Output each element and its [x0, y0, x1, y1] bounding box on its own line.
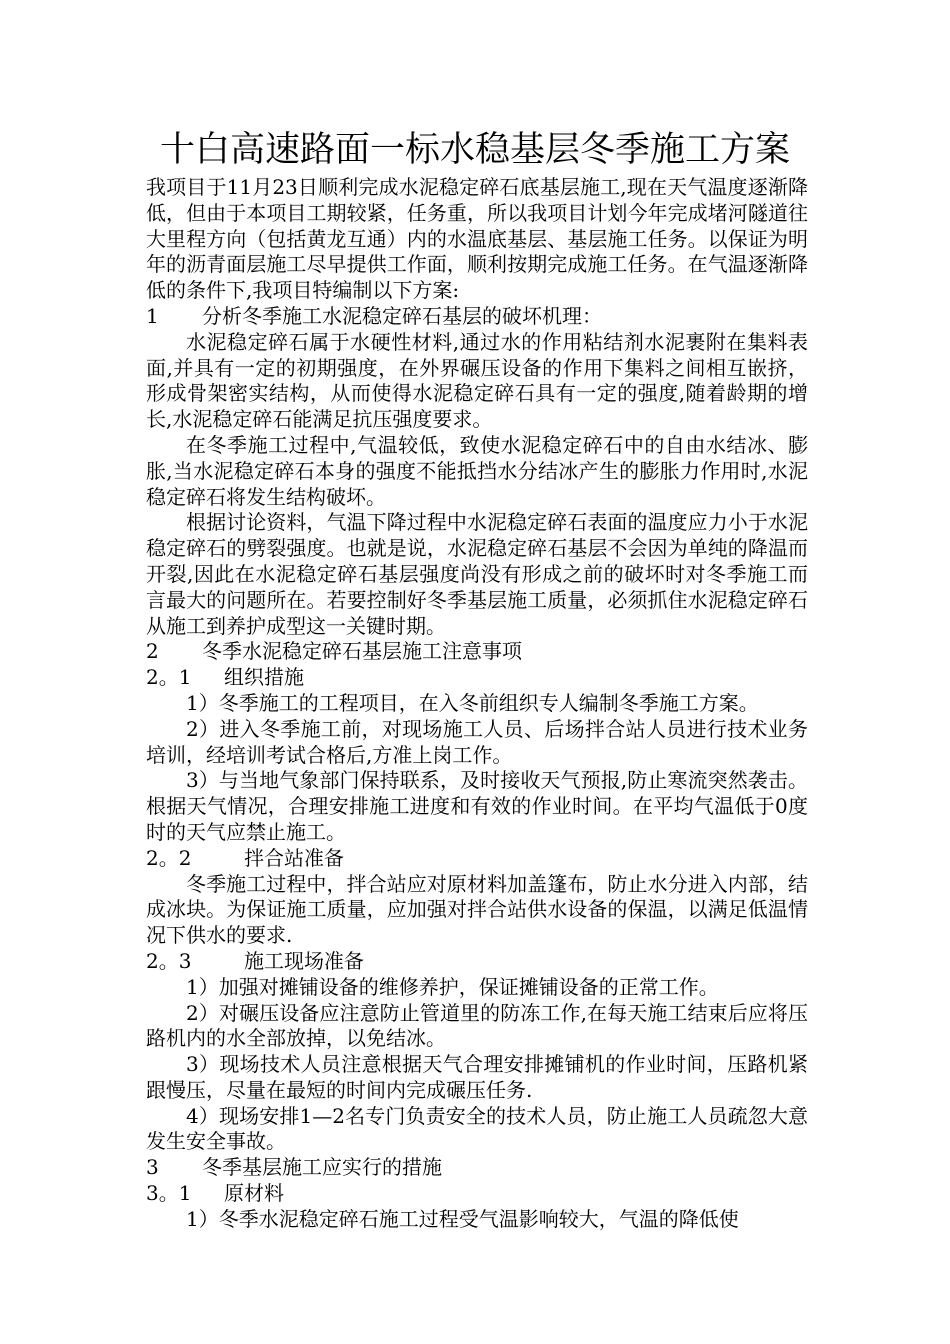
subsection-3-1-heading: [146, 1181, 808, 1207]
list-item: 1）加强对摊铺设备的维修养护，保证摊铺设备的正常工作。: [186, 974, 719, 999]
list-item: 2）对碾压设备应注意防止管道里的防冻工作,在每天施工结束后应将压路机内的水全部放掉，以免结冰。: [146, 1000, 808, 1051]
list-item: 1）冬季水泥稳定碎石施工过程受气温影响较大，气温的降低使: [186, 1206, 739, 1231]
document-body: [146, 175, 808, 1233]
section-1-heading: [146, 304, 808, 330]
section-1-paragraph-1: 水泥稳定碎石属于水硬性材料,通过水的作用粘结剂水泥裹附在集料表面,并具有一定的初期强度，在外界碾压设备的作用下集料之间相互嵌挤，形成骨架密实结构，从而使得水泥稳定碎石具有一定的强度,随着龄期的增长,水泥稳定碎石能满足抗压强度要求。: [146, 329, 808, 432]
list-item: 3）与当地气象部门保持联系，及时接收天气预报,防止寒流突然袭击。根据天气情况，合理安排施工进度和有效的作业时间。在平均气温低于0度时的天气应禁止施工。: [146, 768, 808, 844]
subsection-number: 3。1: [146, 1181, 192, 1206]
section-number: 3: [146, 1155, 159, 1180]
subsection-number: 2。3: [146, 948, 192, 973]
list-item: 2）进入冬季施工前，对现场施工人员、后场拌合站人员进行技术业务培训，经培训考试合格后,方准上岗工作。: [146, 716, 808, 767]
list-item: 4）现场安排1—2名专门负责安全的技术人员，防止施工人员疏忽大意发生安全事故。: [146, 1103, 808, 1154]
section-3-heading: [146, 1155, 808, 1181]
subsection-2-2-heading: [146, 846, 808, 872]
intro-paragraph: 我项目于11月23日顺利完成水泥稳定碎石底基层施工,现在天气温度逐渐降低，但由于本项目工期较紧，任务重，所以我项目计划今年完成堵河隧道往大里程方向（包括黄龙互通）内的水温底基层、基层施工任务。以保证为明年的沥青面层施工尽早提供工作面，顺利按期完成施工任务。在气温逐渐降低的条件下,我项目特编制以下方案:: [146, 175, 808, 303]
section-heading-text: 分析冬季施工水泥稳定碎石基层的破坏机理：: [202, 303, 602, 328]
list-item: 1）冬季施工的工程项目，在入冬前组织专人编制冬季施工方案。: [186, 690, 759, 715]
section-1-paragraph-2: 在冬季施工过程中,气温较低，致使水泥稳定碎石中的自由水结冰、膨胀,当水泥稳定碎石本身的强度不能抵挡水分结冰产生的膨胀力作用时,水泥稳定碎石将发生结构破坏。: [146, 432, 808, 509]
subsection-2-1-heading: [146, 665, 808, 691]
subsection-number: 2。1: [146, 665, 192, 690]
section-1-paragraph-3: 根据讨论资料，气温下降过程中水泥稳定碎石表面的温度应力小于水泥稳定碎石的劈裂强度。也就是说，水泥稳定碎石基层不会因为单纯的降温而开裂,因此在水泥稳定碎石基层强度尚没有形成之前的破坏时对冬季施工而言最大的问题所在。若要控制好冬季基层施工质量，必须抓住水泥稳定碎石从施工到养护成型这一关键时期。: [146, 510, 808, 638]
subsection-2-3-heading: [146, 949, 808, 975]
section-heading-text: 冬季基层施工应实行的措施: [202, 1155, 442, 1180]
subsection-number: 2。2: [146, 845, 192, 870]
document-title: 十白高速路面一标水稳基层冬季施工方案: [159, 130, 790, 170]
list-item: 3）现场技术人员注意根据天气合理安排摊铺机的作业时间，压路机紧跟慢压，尽量在最短的时间内完成碾压任务.: [146, 1052, 808, 1102]
section-heading-text: 冬季水泥稳定碎石基层施工注意事项: [202, 639, 522, 664]
section-2-heading: [146, 639, 808, 665]
subsection-heading-text: 施工现场准备: [244, 948, 364, 973]
subsection-heading-text: 原材料: [224, 1181, 284, 1206]
section-number: 1: [146, 303, 159, 328]
section-number: 2: [146, 639, 159, 664]
subsection-heading-text: 拌合站准备: [244, 845, 344, 870]
subsection-2-2-paragraph: 冬季施工过程中，拌合站应对原材料加盖篷布，防止水分进入内部，结成冰块。为保证施工质量，应加强对拌合站供水设备的保温，以满足低温情况下供水的要求.: [146, 871, 808, 948]
subsection-heading-text: 组织措施: [224, 665, 304, 690]
